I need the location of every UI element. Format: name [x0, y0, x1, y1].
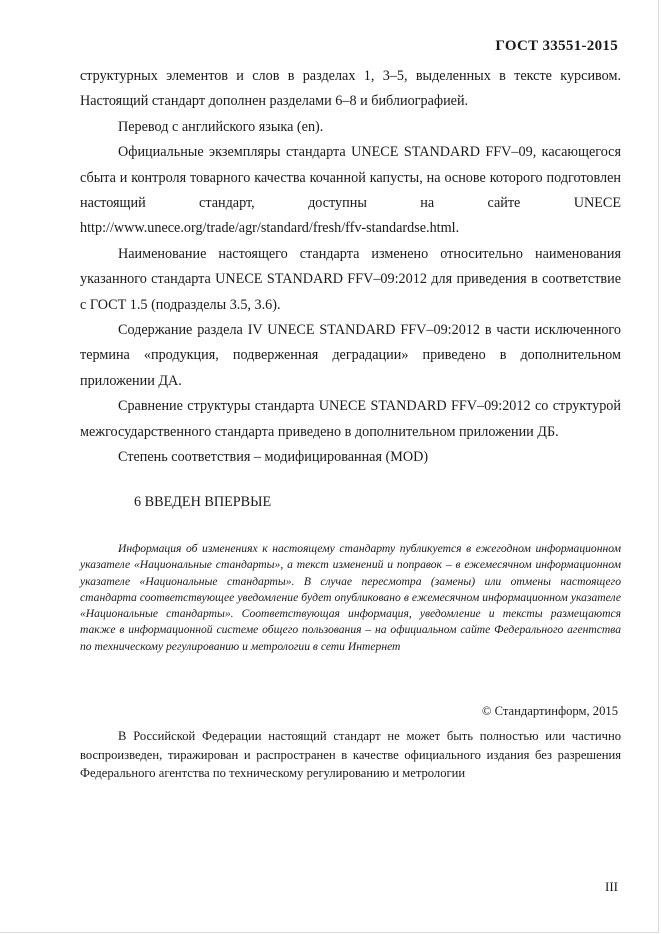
page-number: III	[605, 879, 618, 894]
info-notice: Информация об изменениях к настоящему стандарту публикуется в ежегодном информационном указателе «Национальные стандарты», а текст изменений и поправок – в ежемесячном информационном указателе «Национальные стандарты». В случае пересмотра (замены) или отмены настоящего стандарта соответствующее уведомление будет опубликовано в ежемесячном информационном указателе «Национальные стандарты». Соответствующая информация, уведомление и тексты размещаются также в информационной системе общего пользования – на официальном сайте Федерального агентства по техническому регулированию и метрологии в сети Интернет	[80, 542, 621, 653]
rights-notice: В Российской Федерации настоящий стандарт не может быть полностью или частично воспроизведен, тиражирован и распространен в качестве официального издания без разрешения Федерального агентства по техническому регулированию и метрологии	[80, 729, 621, 781]
paragraph-conformity-degree: Степень соответствия – модифицированная (MOD)	[118, 449, 429, 466]
paragraph-official-copies: Официальные экземпляры стандарта UNECE STANDARD FFV–09, касающегося сбыта и контроля товарного качества кочанной капусты, на основе которого подготовлен настоящий стандарт, доступны на сайте UNECE http://www.unece.org/trade/agr/standard/fresh/ffv-standardse.html.	[80, 144, 621, 237]
paragraph-translation: Перевод с английского языка (en).	[118, 118, 324, 135]
document-header-id: ГОСТ 33551-2015	[495, 38, 618, 54]
paragraph-structure-comparison: Сравнение структуры стандарта UNECE STANDARD FFV–09:2012 со структурой межгосударственного стандарта приведено в дополнительном приложении ДБ.	[80, 398, 621, 440]
section-6-heading: 6 ВВЕДЕН ВПЕРВЫЕ	[134, 494, 272, 510]
copyright-line: © Стандартинформ, 2015	[481, 704, 618, 718]
paragraph-section-iv: Содержание раздела IV UNECE STANDARD FFV–09:2012 в части исключенного термина «продукция, подверженная деградации» приведено в дополнительном приложении ДА.	[80, 322, 621, 389]
paragraph-structure-note: структурных элементов и слов в разделах 1, 3–5, выделенных в тексте курсивом. Настоящий стандарт дополнен разделами 6–8 и библиографией.	[80, 68, 621, 110]
paragraph-name-change: Наименование настоящего стандарта изменено относительно наименования указанного стандарта UNECE STANDARD FFV–09:2012 для приведения в соответствие с ГОСТ 1.5 (подразделы 3.5, 3.6).	[80, 245, 621, 313]
body-text	[80, 64, 621, 471]
